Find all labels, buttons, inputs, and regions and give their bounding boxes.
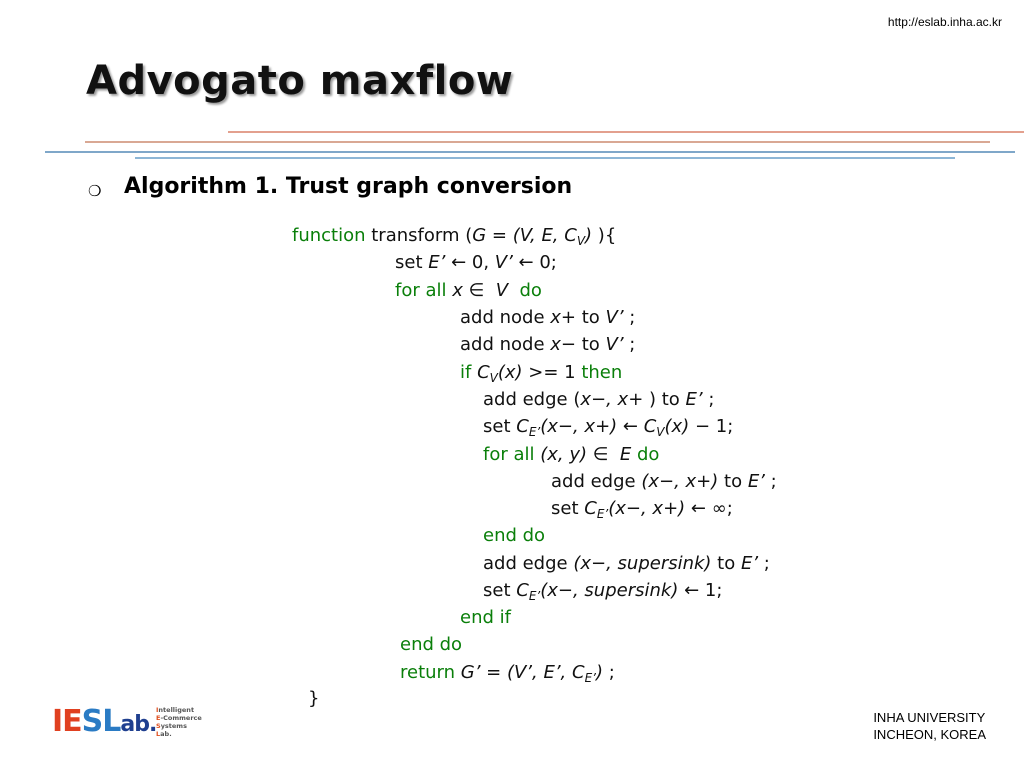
code-line [400,634,462,655]
section-heading: Algorithm 1. Trust graph conversion [124,174,573,199]
slide-title: Advogato maxflow [86,58,514,104]
keyword: end do [483,525,546,546]
code-line: set $C_{E’}(x-$, x+) ← ∞; [551,498,733,521]
code-line: } [308,688,320,709]
footer-line: INCHEON, KOREA [873,727,986,742]
code-line [460,607,511,628]
code-line: function transform (G = (V, E, $C_V$) ){ [292,225,617,248]
logo-tagline: Intelligent E-Commerce Systems Lab. [156,706,202,738]
code-line: add edge (x−, x+ ) to E’ ; [483,389,715,410]
keyword: then [581,362,623,383]
ieslab-logo [52,704,212,742]
code-line: if $C_V(x) >= 1$ then [460,362,623,385]
keyword: do [631,444,660,465]
keyword: for all [395,280,447,301]
code-line: add node x− to V’ ; [460,334,636,355]
keyword: return [400,662,461,683]
code-line [483,525,545,546]
keyword: function [292,225,366,246]
code-line: set $C_{E’}(x-$, x+) ← $C_V(x) - 1$; [483,416,734,439]
bullet-icon: ❍ [88,182,102,200]
header-url[interactable]: http://eslab.inha.ac.kr [887,15,1002,29]
code-line: set E’ ← 0, V’ ← 0; [395,252,557,273]
logo-wordmark: IESLab. [52,704,157,739]
keyword: for all [483,444,535,465]
footer-institution [873,709,986,743]
keyword: end if [460,607,511,628]
code-line: add edge (x−, supersink) to E’ ; [483,553,770,574]
keyword: do [513,280,542,301]
code-line: set $C_{E’}(x-$, supersink) ← 1; [483,580,723,603]
code-line: add node x+ to V’ ; [460,307,636,328]
footer-line: INHA UNIVERSITY [873,710,986,725]
code-line: for all (x, y) ∈ E do [483,444,660,465]
keyword: if [460,362,478,383]
code-line: for all x ∈ V do [395,280,542,301]
code-line: add edge (x−, x+) to E’ ; [551,471,777,492]
keyword: end do [400,634,463,655]
code-line: return G’ = (V’, E’, $C_{E’}$) ; [400,662,615,685]
